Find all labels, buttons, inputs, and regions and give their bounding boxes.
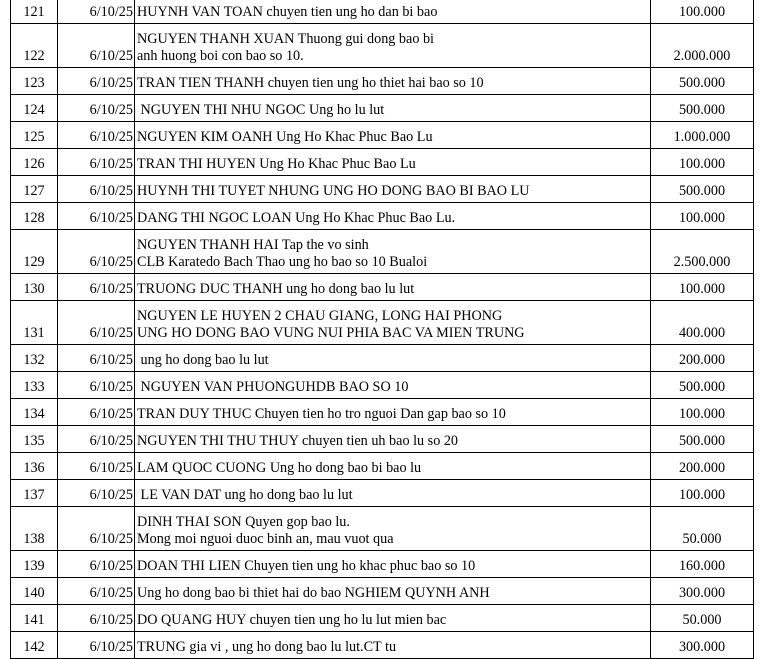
row-description bbox=[135, 507, 651, 551]
row-description bbox=[135, 301, 651, 345]
description-line: CLB Karatedo Bach Thao ung ho bao so 10 Bualoi bbox=[137, 254, 428, 270]
table-row bbox=[11, 274, 754, 301]
description-line: DANG THI NGOC LOAN Ung Ho Khac Phuc Bao Lu. bbox=[137, 210, 456, 226]
row-description bbox=[135, 0, 651, 24]
description-line: TRAN THI HUYEN Ung Ho Khac Phuc Bao Lu bbox=[137, 156, 416, 172]
description-line: NGUYEN THANH XUAN Thuong gui dong bao bi bbox=[137, 31, 435, 47]
row-amount: 500.000 bbox=[651, 68, 754, 95]
row-amount: 500.000 bbox=[651, 176, 754, 203]
table-row bbox=[11, 24, 754, 68]
description-line: HUYNH THI TUYET NHUNG UNG HO DONG BAO BI BAO LU bbox=[137, 183, 530, 199]
description-line: DINH THAI SON Quyen gop bao lu. bbox=[137, 514, 350, 530]
row-description bbox=[135, 274, 651, 301]
row-date: 6/10/25 bbox=[58, 345, 135, 372]
row-number: 133 bbox=[11, 372, 58, 399]
table-row bbox=[11, 149, 754, 176]
row-amount: 100.000 bbox=[651, 480, 754, 507]
description-line: ung ho dong bao lu lut bbox=[137, 352, 269, 368]
description-line: TRAN DUY THUC Chuyen tien ho tro nguoi Dan gap bao so 10 bbox=[137, 406, 506, 422]
row-description bbox=[135, 578, 651, 605]
row-date: 6/10/25 bbox=[58, 68, 135, 95]
table-row bbox=[11, 0, 754, 24]
table-row bbox=[11, 507, 754, 551]
row-amount: 50.000 bbox=[651, 507, 754, 551]
description-line: NGUYEN LE HUYEN 2 CHAU GIANG, LONG HAI PHONG bbox=[137, 308, 503, 324]
row-number: 141 bbox=[11, 605, 58, 632]
row-amount: 300.000 bbox=[651, 632, 754, 659]
row-description bbox=[135, 230, 651, 274]
row-description bbox=[135, 176, 651, 203]
table-row bbox=[11, 399, 754, 426]
row-number: 130 bbox=[11, 274, 58, 301]
table-row bbox=[11, 426, 754, 453]
description-line: HUYNH VAN TOAN chuyen tien ung ho dan bi bao bbox=[137, 4, 438, 20]
row-date: 6/10/25 bbox=[58, 149, 135, 176]
row-date: 6/10/25 bbox=[58, 372, 135, 399]
row-date: 6/10/25 bbox=[58, 230, 135, 274]
row-number: 132 bbox=[11, 345, 58, 372]
row-date: 6/10/25 bbox=[58, 203, 135, 230]
row-number: 127 bbox=[11, 176, 58, 203]
row-amount: 2.000.000 bbox=[651, 24, 754, 68]
row-description bbox=[135, 68, 651, 95]
table-row bbox=[11, 632, 754, 659]
row-number: 138 bbox=[11, 507, 58, 551]
row-date: 6/10/25 bbox=[58, 605, 135, 632]
row-amount: 100.000 bbox=[651, 149, 754, 176]
row-date: 6/10/25 bbox=[58, 274, 135, 301]
table-row bbox=[11, 301, 754, 345]
row-amount: 100.000 bbox=[651, 399, 754, 426]
description-line: TRAN TIEN THANH chuyen tien ung ho thiet hai bao so 10 bbox=[137, 75, 484, 91]
row-number: 137 bbox=[11, 480, 58, 507]
table-row bbox=[11, 372, 754, 399]
row-number: 134 bbox=[11, 399, 58, 426]
description-line: NGUYEN THI NHU NGOC Ung ho lu lut bbox=[137, 102, 385, 118]
row-date: 6/10/25 bbox=[58, 480, 135, 507]
table-row bbox=[11, 605, 754, 632]
row-number: 124 bbox=[11, 95, 58, 122]
row-amount: 100.000 bbox=[651, 203, 754, 230]
table-row bbox=[11, 578, 754, 605]
row-number: 126 bbox=[11, 149, 58, 176]
row-number: 136 bbox=[11, 453, 58, 480]
table-row bbox=[11, 176, 754, 203]
row-amount: 50.000 bbox=[651, 605, 754, 632]
row-description bbox=[135, 453, 651, 480]
row-amount: 300.000 bbox=[651, 578, 754, 605]
row-amount: 100.000 bbox=[651, 274, 754, 301]
table-row bbox=[11, 230, 754, 274]
description-line: DOAN THI LIEN Chuyen tien ung ho khac phuc bao so 10 bbox=[137, 558, 476, 574]
row-amount: 500.000 bbox=[651, 426, 754, 453]
row-date: 6/10/25 bbox=[58, 176, 135, 203]
row-amount: 160.000 bbox=[651, 551, 754, 578]
row-description bbox=[135, 24, 651, 68]
row-number: 125 bbox=[11, 122, 58, 149]
row-amount: 2.500.000 bbox=[651, 230, 754, 274]
row-description bbox=[135, 399, 651, 426]
donation-table bbox=[10, 0, 754, 659]
row-date: 6/10/25 bbox=[58, 122, 135, 149]
row-number: 122 bbox=[11, 24, 58, 68]
row-amount: 200.000 bbox=[651, 453, 754, 480]
row-number: 135 bbox=[11, 426, 58, 453]
description-line: anh huong boi con bao so 10. bbox=[137, 48, 304, 64]
row-number: 128 bbox=[11, 203, 58, 230]
row-description bbox=[135, 95, 651, 122]
row-date: 6/10/25 bbox=[58, 0, 135, 24]
row-amount: 100.000 bbox=[651, 0, 754, 24]
row-date: 6/10/25 bbox=[58, 453, 135, 480]
row-amount: 400.000 bbox=[651, 301, 754, 345]
table-row bbox=[11, 551, 754, 578]
description-line: Mong moi nguoi duoc binh an, mau vuot qua bbox=[137, 531, 394, 547]
row-description bbox=[135, 605, 651, 632]
description-line: DO QUANG HUY chuyen tien ung ho lu lut mien bac bbox=[137, 612, 447, 628]
description-line: LAM QUOC CUONG Ung ho dong bao bi bao lu bbox=[137, 460, 422, 476]
row-date: 6/10/25 bbox=[58, 301, 135, 345]
row-date: 6/10/25 bbox=[58, 426, 135, 453]
row-description bbox=[135, 426, 651, 453]
row-description bbox=[135, 632, 651, 659]
row-number: 131 bbox=[11, 301, 58, 345]
description-line: UNG HO DONG BAO VUNG NUI PHIA BAC VA MIEN TRUNG bbox=[137, 325, 525, 341]
row-description bbox=[135, 551, 651, 578]
row-description bbox=[135, 203, 651, 230]
row-number: 142 bbox=[11, 632, 58, 659]
row-date: 6/10/25 bbox=[58, 507, 135, 551]
row-date: 6/10/25 bbox=[58, 578, 135, 605]
row-description bbox=[135, 480, 651, 507]
row-number: 121 bbox=[11, 0, 58, 24]
table-row bbox=[11, 122, 754, 149]
row-date: 6/10/25 bbox=[58, 24, 135, 68]
row-date: 6/10/25 bbox=[58, 632, 135, 659]
row-description bbox=[135, 372, 651, 399]
row-date: 6/10/25 bbox=[58, 551, 135, 578]
description-line: NGUYEN KIM OANH Ung Ho Khac Phuc Bao Lu bbox=[137, 129, 433, 145]
description-line: Ung ho dong bao bi thiet hai do bao NGHIEM QUYNH ANH bbox=[137, 585, 490, 601]
row-number: 140 bbox=[11, 578, 58, 605]
table-row bbox=[11, 480, 754, 507]
row-description bbox=[135, 122, 651, 149]
row-amount: 1.000.000 bbox=[651, 122, 754, 149]
row-description bbox=[135, 345, 651, 372]
table-row bbox=[11, 68, 754, 95]
row-date: 6/10/25 bbox=[58, 95, 135, 122]
description-line: LE VAN DAT ung ho dong bao lu lut bbox=[137, 487, 353, 503]
table-row bbox=[11, 203, 754, 230]
table-row bbox=[11, 345, 754, 372]
row-number: 129 bbox=[11, 230, 58, 274]
row-amount: 500.000 bbox=[651, 95, 754, 122]
table-row bbox=[11, 95, 754, 122]
description-line: NGUYEN THANH HAI Tap the vo sinh bbox=[137, 237, 369, 253]
table-row bbox=[11, 453, 754, 480]
row-number: 123 bbox=[11, 68, 58, 95]
row-amount: 500.000 bbox=[651, 372, 754, 399]
row-number: 139 bbox=[11, 551, 58, 578]
description-line: TRUONG DUC THANH ung ho dong bao lu lut bbox=[137, 281, 415, 297]
row-date: 6/10/25 bbox=[58, 399, 135, 426]
description-line: NGUYEN VAN PHUONGUHDB BAO SO 10 bbox=[137, 379, 409, 395]
row-amount: 200.000 bbox=[651, 345, 754, 372]
row-description bbox=[135, 149, 651, 176]
description-line: TRUNG gia vi , ung ho dong bao lu lut.CT tu bbox=[137, 639, 397, 655]
description-line: NGUYEN THI THU THUY chuyen tien uh bao lu so 20 bbox=[137, 433, 459, 449]
